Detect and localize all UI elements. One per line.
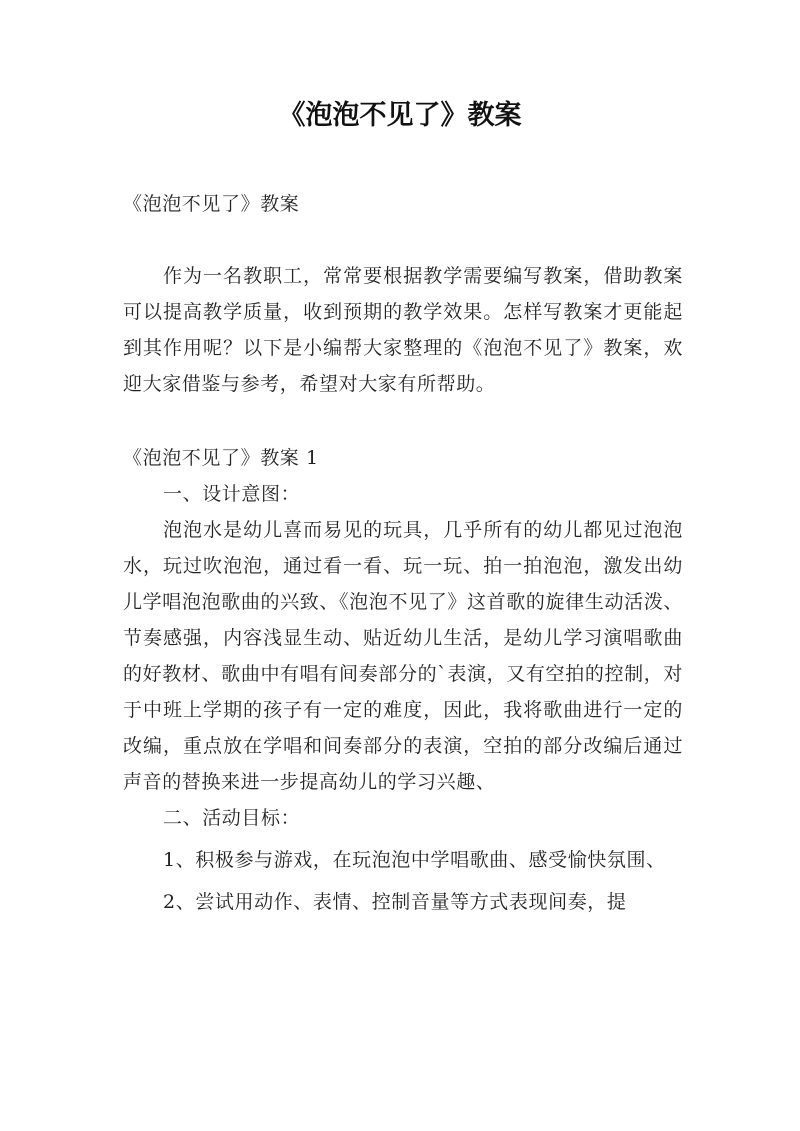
document-subtitle: 《泡泡不见了》教案	[123, 193, 300, 215]
goals-heading: 二、活动目标：	[163, 807, 301, 829]
design-heading: 一、设计意图：	[163, 483, 301, 505]
section-heading: 《泡泡不见了》教案 1	[123, 447, 319, 469]
document-body	[123, 186, 683, 920]
goal-item: 1、积极参与游戏，在玩泡泡中学唱歌曲、感受愉快氛围、	[163, 849, 666, 871]
document-title: 《泡泡不见了》教案	[278, 100, 522, 131]
design-paragraph: 泡泡水是幼儿喜而易见的玩具，几乎所有的幼儿都见过泡泡水，玩过吹泡泡，通过看一看、玩一玩、拍一拍泡泡，激发出幼儿学唱泡泡歌曲的兴致、《泡泡不见了》这首歌的旋律生动活泼、节奏感强，内容浅显生动、贴近幼儿生活，是幼儿学习演唱歌曲的好教材、歌曲中有唱有间奏部分的`表演，又有空拍的控制，对于中班上学期的孩子有一定的难度，因此，我将歌曲进行一定的改编，重点放在学唱和间奏部分的表演，空拍的部分改编后通过声音的替换来进一步提高幼儿的学习兴趣、	[123, 519, 683, 793]
intro-paragraph: 作为一名教职工，常常要根据教学需要编写教案，借助教案可以提高教学质量，收到预期的教学效果。怎样写教案才更能起到其作用呢？以下是小编帮大家整理的《泡泡不见了》教案，欢迎大家借鉴与参考，希望对大家有所帮助。	[123, 265, 683, 395]
goal-item: 2、尝试用动作、表情、控制音量等方式表现间奏，提	[163, 891, 627, 913]
